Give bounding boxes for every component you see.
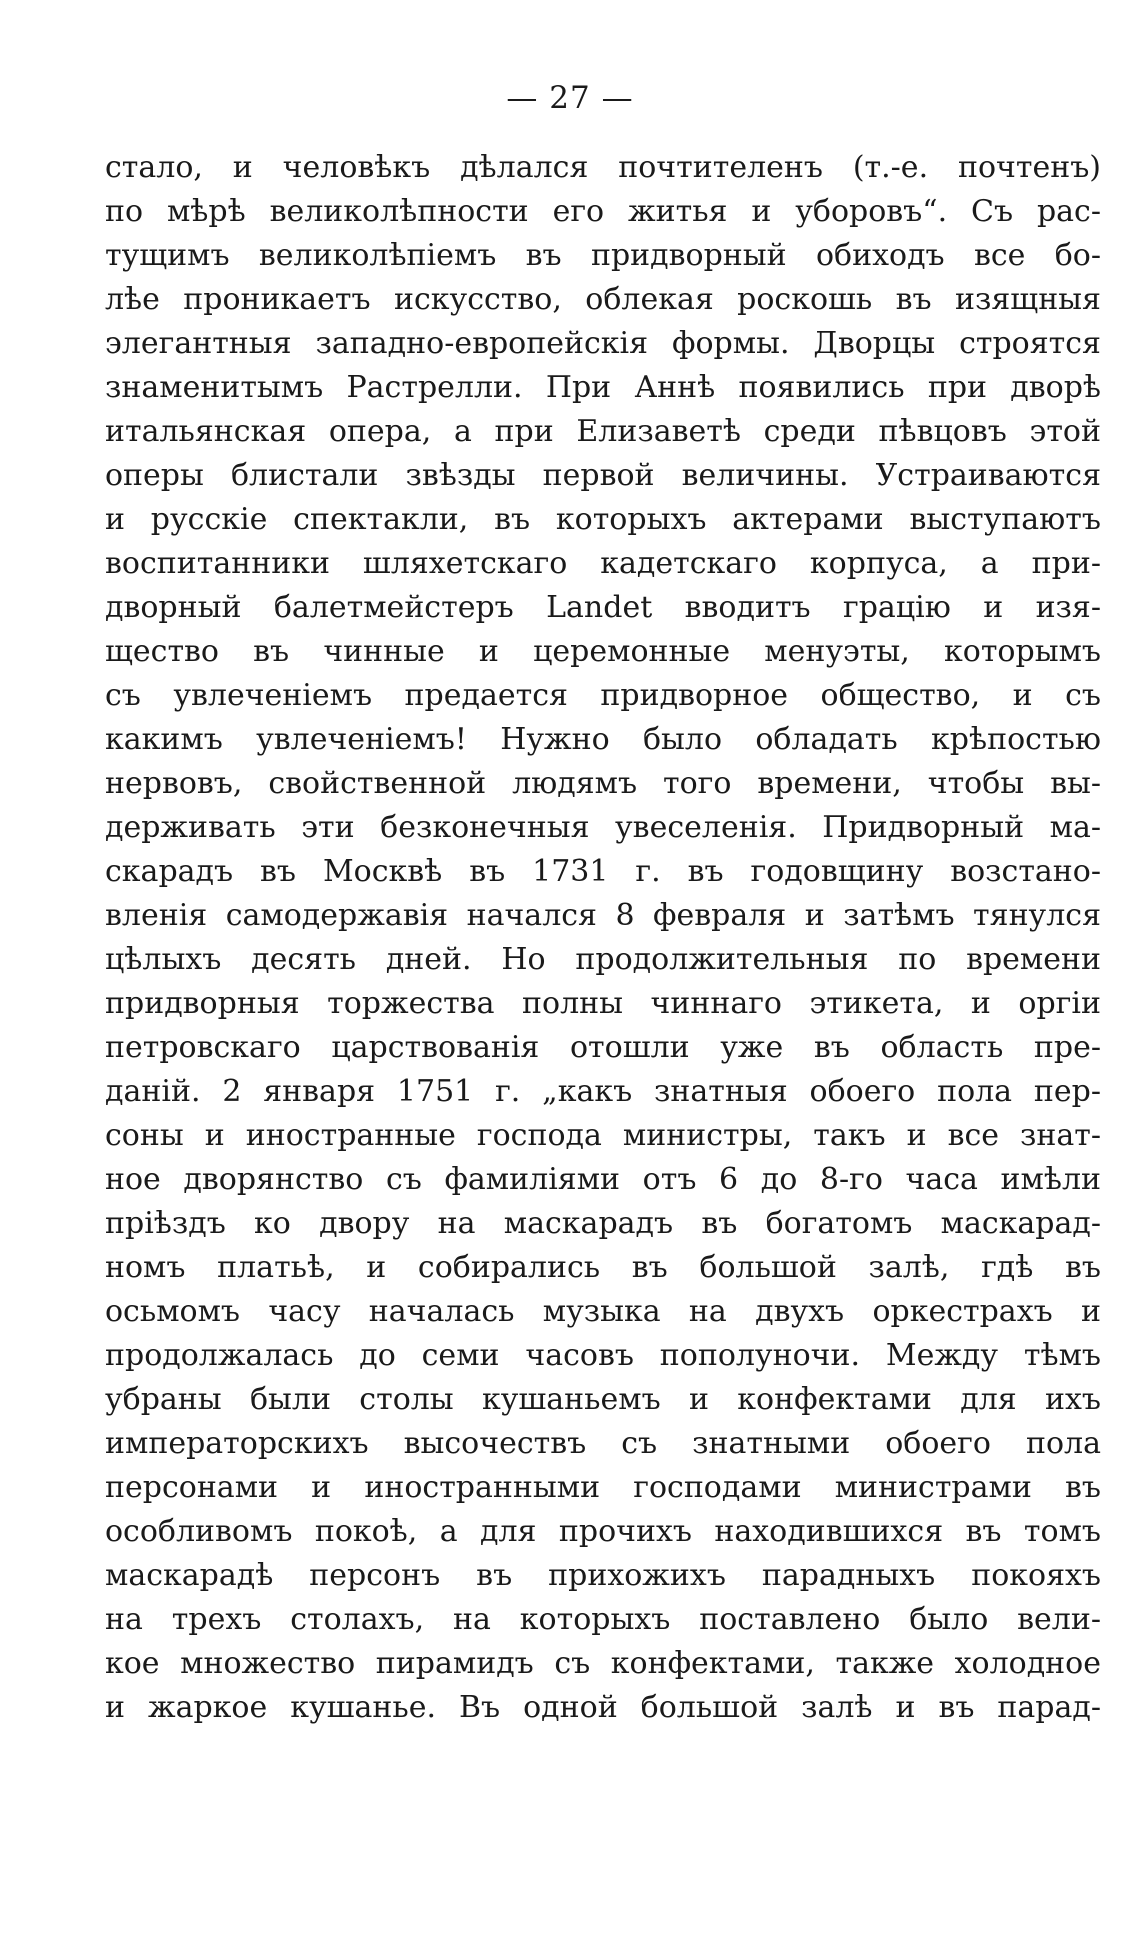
- text-line: стало, и человѣкъ дѣлался почтителенъ (т.-е. почтенъ): [105, 150, 1101, 185]
- text-line: кое множество пирамидъ съ конфектами, также холодное: [105, 1646, 1101, 1681]
- text-line: какимъ увлеченіемъ! Нужно было обладать крѣпостью: [105, 722, 1101, 757]
- text-line: элегантныя западно-европейскія формы. Дворцы строятся: [105, 326, 1101, 361]
- text-line: щество въ чинные и церемонные менуэты, которымъ: [105, 634, 1101, 669]
- body-text: [105, 146, 1101, 1730]
- text-line: лѣе проникаетъ искусство, облекая роскошь въ изящныя: [105, 282, 1101, 317]
- text-line: убраны были столы кушаньемъ и конфектами для ихъ: [105, 1382, 1101, 1417]
- text-line: персонами и иностранными господами министрами въ: [105, 1470, 1101, 1505]
- text-line: соны и иностранные господа министры, такъ и все знат-: [105, 1118, 1101, 1153]
- text-line: знаменитымъ Растрелли. При Аннѣ появились при дворѣ: [105, 370, 1101, 405]
- text-line: особливомъ покоѣ, а для прочихъ находившихся въ томъ: [105, 1514, 1101, 1549]
- text-line: оперы блистали звѣзды первой величины. Устраиваются: [105, 458, 1101, 493]
- text-line: скарадъ въ Москвѣ въ 1731 г. въ годовщину возстано-: [105, 854, 1101, 889]
- text-line: на трехъ столахъ, на которыхъ поставлено было вели-: [105, 1602, 1101, 1637]
- text-line: осьмомъ часу началась музыка на двухъ оркестрахъ и: [105, 1294, 1101, 1329]
- text-line: придворныя торжества полны чиннаго этикета, и оргіи: [105, 986, 1101, 1021]
- text-line: номъ платьѣ, и собирались въ большой залѣ, гдѣ въ: [105, 1250, 1101, 1285]
- text-line: тущимъ великолѣпіемъ въ придворный обиходъ все бо-: [105, 238, 1101, 273]
- text-line: воспитанники шляхетскаго кадетскаго корпуса, а при-: [105, 546, 1101, 581]
- text-line: вленія самодержавія начался 8 февраля и затѣмъ тянулся: [105, 898, 1101, 933]
- text-line: пріѣздъ ко двору на маскарадъ въ богатомъ маскарад-: [105, 1206, 1101, 1241]
- text-line: держивать эти безконечныя увеселенія. Придворный ма-: [105, 810, 1101, 845]
- text-line: итальянская опера, а при Елизаветѣ среди пѣвцовъ этой: [105, 414, 1101, 449]
- text-line: продолжалась до семи часовъ пополуночи. Между тѣмъ: [105, 1338, 1101, 1373]
- text-line: маскарадѣ персонъ въ прихожихъ парадныхъ покояхъ: [105, 1558, 1101, 1593]
- text-line: нервовъ, свойственной людямъ того времени, чтобы вы-: [105, 766, 1101, 801]
- text-line: цѣлыхъ десять дней. Но продолжительныя по времени: [105, 942, 1101, 977]
- text-line: императорскихъ высочествъ съ знатными обоего пола: [105, 1426, 1101, 1461]
- text-line: и русскіе спектакли, въ которыхъ актерами выступаютъ: [105, 502, 1101, 537]
- text-line: петровскаго царствованія отошли уже въ область пре-: [105, 1030, 1101, 1065]
- text-line: по мѣрѣ великолѣпности его житья и уборовъ“. Съ рас-: [105, 194, 1101, 229]
- text-line: съ увлеченіемъ предается придворное общество, и съ: [105, 678, 1101, 713]
- text-line: ное дворянство съ фамиліями отъ 6 до 8-го часа имѣли: [105, 1162, 1101, 1197]
- text-line: даній. 2 января 1751 г. „какъ знатныя обоего пола пер-: [105, 1074, 1101, 1109]
- text-line: дворный балетмейстеръ Landet вводитъ грацію и изя-: [105, 590, 1101, 625]
- text-line: и жаркое кушанье. Въ одной большой залѣ и въ парад-: [105, 1690, 1101, 1725]
- page-number: — 27 —: [506, 80, 634, 116]
